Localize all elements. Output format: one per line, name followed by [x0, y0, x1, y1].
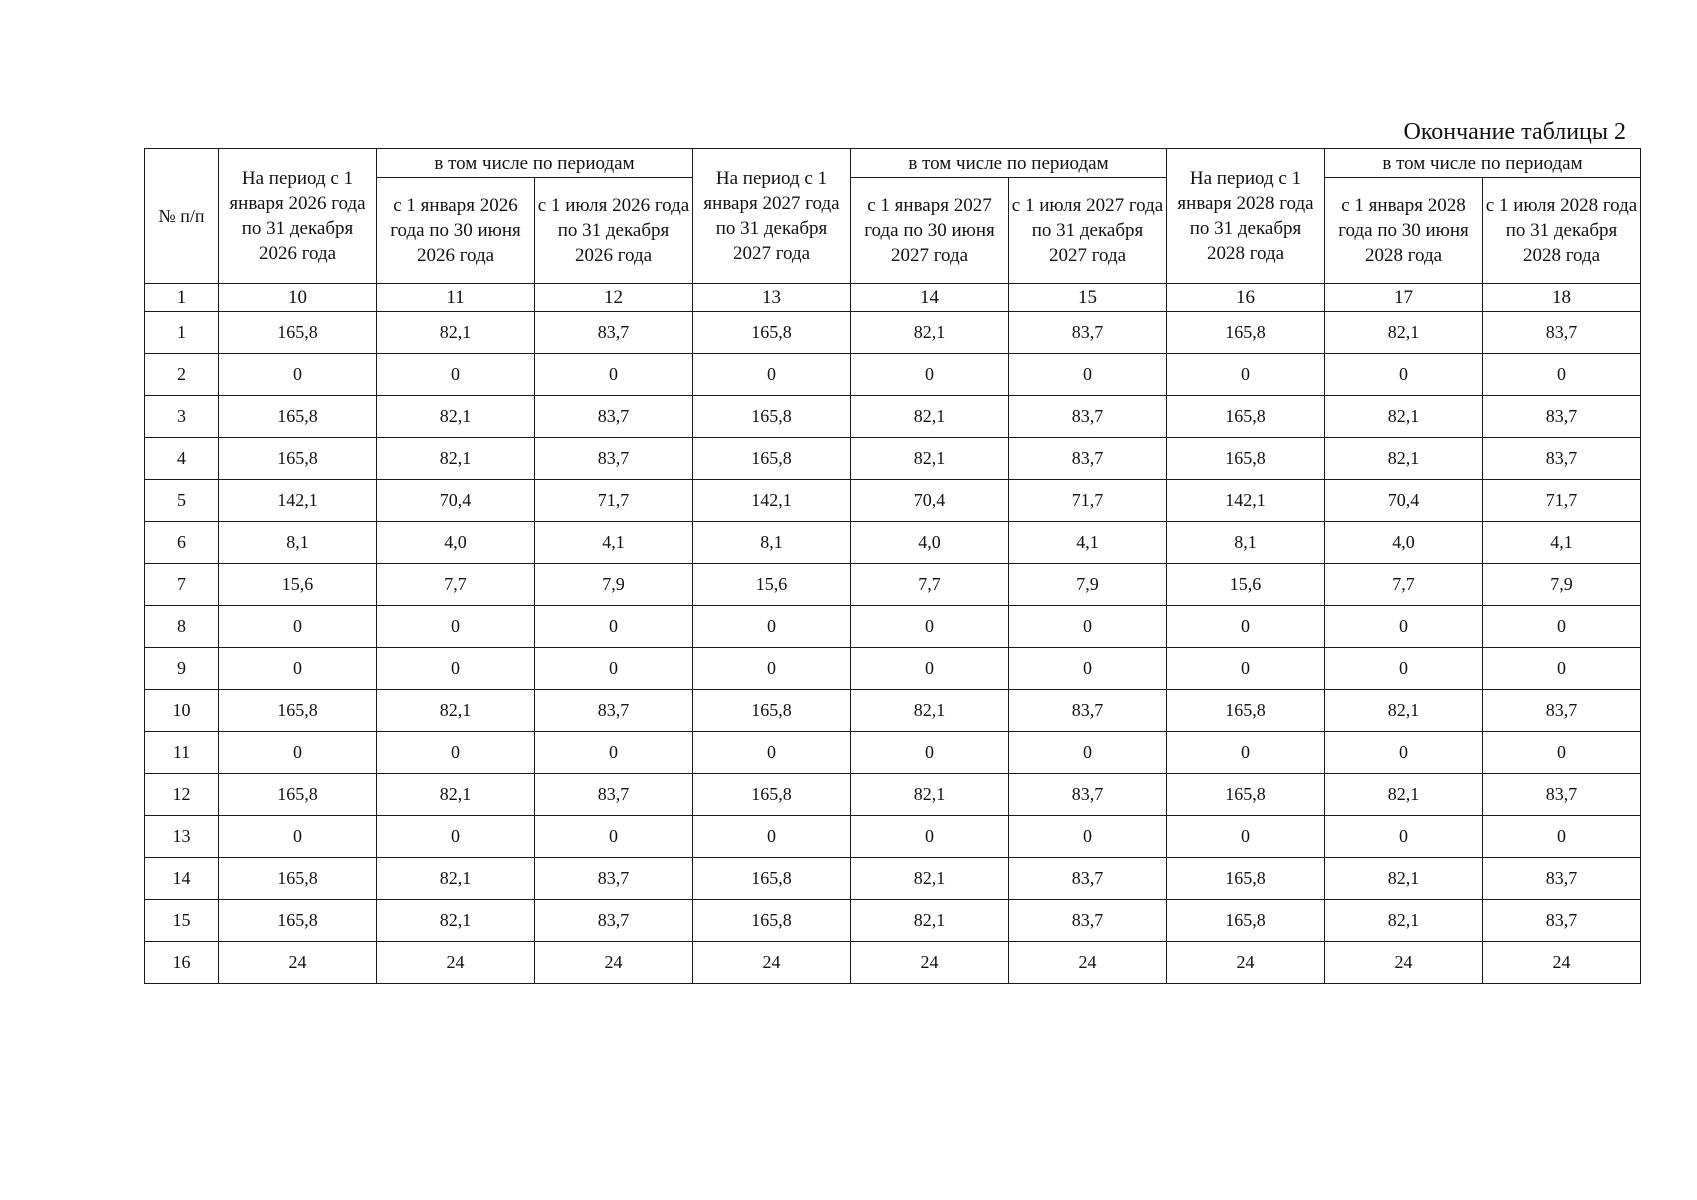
table-cell: 165,8 — [693, 774, 851, 816]
table-cell: 0 — [693, 732, 851, 774]
table-cell: 82,1 — [1325, 396, 1483, 438]
table-cell: 0 — [1167, 732, 1325, 774]
row-number-cell: 6 — [145, 522, 219, 564]
year-header-2028: На период с 1 января 2028 года по 31 декабря 2028 года — [1167, 149, 1325, 284]
table-cell: 82,1 — [851, 774, 1009, 816]
row-number-cell: 15 — [145, 900, 219, 942]
table-cell: 71,7 — [1483, 480, 1641, 522]
table-cell: 7,9 — [1483, 564, 1641, 606]
table-cell: 4,1 — [535, 522, 693, 564]
table-cell: 165,8 — [693, 312, 851, 354]
table-cell: 83,7 — [535, 690, 693, 732]
table-cell: 24 — [851, 942, 1009, 984]
table-cell: 83,7 — [1483, 312, 1641, 354]
table-row — [145, 522, 1641, 564]
table-cell: 0 — [1325, 648, 1483, 690]
table-cell: 0 — [851, 816, 1009, 858]
table-cell: 142,1 — [219, 480, 377, 522]
table-cell: 82,1 — [377, 858, 535, 900]
table-cell: 71,7 — [535, 480, 693, 522]
table-cell: 83,7 — [1009, 900, 1167, 942]
table-cell: 0 — [1483, 354, 1641, 396]
table-cell: 0 — [535, 648, 693, 690]
table-cell: 15,6 — [219, 564, 377, 606]
table-cell: 165,8 — [219, 690, 377, 732]
group-header-2028: в том числе по периодам — [1325, 149, 1641, 178]
table-cell: 82,1 — [1325, 312, 1483, 354]
table-cell: 0 — [1009, 354, 1167, 396]
column-number: 12 — [535, 284, 693, 312]
table-cell: 0 — [219, 648, 377, 690]
table-cell: 7,7 — [1325, 564, 1483, 606]
table-cell: 0 — [377, 606, 535, 648]
table-cell: 82,1 — [377, 312, 535, 354]
table-row — [145, 396, 1641, 438]
table-cell: 83,7 — [1009, 858, 1167, 900]
table-row — [145, 648, 1641, 690]
table-cell: 0 — [1483, 816, 1641, 858]
table-cell: 0 — [1009, 816, 1167, 858]
table-cell: 165,8 — [219, 858, 377, 900]
table-cell: 0 — [1325, 606, 1483, 648]
table-cell: 0 — [1009, 732, 1167, 774]
data-table — [144, 148, 1641, 984]
column-number: 10 — [219, 284, 377, 312]
row-number-cell: 14 — [145, 858, 219, 900]
table-cell: 82,1 — [377, 774, 535, 816]
row-number-cell: 7 — [145, 564, 219, 606]
sub-header-2026-h1: с 1 января 2026 года по 30 июня 2026 года — [377, 178, 535, 284]
table-cell: 0 — [377, 354, 535, 396]
table-cell: 83,7 — [1009, 438, 1167, 480]
table-cell: 0 — [851, 732, 1009, 774]
table-cell: 0 — [535, 816, 693, 858]
table-row — [145, 858, 1641, 900]
table-cell: 0 — [851, 606, 1009, 648]
table-cell: 83,7 — [1009, 396, 1167, 438]
table-cell: 0 — [219, 606, 377, 648]
table-cell: 0 — [1167, 648, 1325, 690]
table-cell: 0 — [693, 816, 851, 858]
table-cell: 82,1 — [851, 690, 1009, 732]
table-cell: 24 — [535, 942, 693, 984]
table-cell: 0 — [693, 648, 851, 690]
table-cell: 0 — [693, 606, 851, 648]
table-cell: 83,7 — [1483, 774, 1641, 816]
rownum-header: № п/п — [145, 149, 219, 284]
table-cell: 82,1 — [377, 396, 535, 438]
row-number-cell: 10 — [145, 690, 219, 732]
table-row — [145, 354, 1641, 396]
table-cell: 0 — [535, 606, 693, 648]
table-cell: 4,0 — [1325, 522, 1483, 564]
table-cell: 165,8 — [219, 396, 377, 438]
table-cell: 165,8 — [219, 438, 377, 480]
table-cell: 82,1 — [851, 900, 1009, 942]
table-cell: 4,1 — [1009, 522, 1167, 564]
table-cell: 82,1 — [1325, 900, 1483, 942]
table-cell: 0 — [1167, 606, 1325, 648]
column-numbers-row — [145, 284, 1641, 312]
table-cell: 83,7 — [535, 900, 693, 942]
table-cell: 24 — [693, 942, 851, 984]
table-cell: 82,1 — [851, 396, 1009, 438]
sub-header-2027-h1: с 1 января 2027 года по 30 июня 2027 года — [851, 178, 1009, 284]
column-number: 11 — [377, 284, 535, 312]
table-cell: 83,7 — [535, 396, 693, 438]
table-cell: 82,1 — [851, 858, 1009, 900]
table-cell: 0 — [535, 732, 693, 774]
table-cell: 70,4 — [851, 480, 1009, 522]
column-number: 18 — [1483, 284, 1641, 312]
row-number-cell: 11 — [145, 732, 219, 774]
table-cell: 83,7 — [1483, 690, 1641, 732]
year-header-2026: На период с 1 января 2026 года по 31 декабря 2026 года — [219, 149, 377, 284]
table-cell: 4,0 — [851, 522, 1009, 564]
table-cell: 83,7 — [535, 438, 693, 480]
table-cell: 4,1 — [1483, 522, 1641, 564]
table-caption: Окончание таблицы 2 — [1403, 119, 1626, 145]
table-cell: 7,7 — [377, 564, 535, 606]
table-cell: 0 — [219, 732, 377, 774]
table-cell: 82,1 — [377, 900, 535, 942]
table-cell: 0 — [1167, 816, 1325, 858]
table-cell: 165,8 — [693, 858, 851, 900]
row-number-cell: 9 — [145, 648, 219, 690]
table-cell: 83,7 — [1483, 900, 1641, 942]
row-number-cell: 4 — [145, 438, 219, 480]
table-cell: 0 — [1167, 354, 1325, 396]
table-cell: 24 — [377, 942, 535, 984]
row-number-cell: 3 — [145, 396, 219, 438]
table-cell: 165,8 — [1167, 900, 1325, 942]
table-cell: 83,7 — [1009, 774, 1167, 816]
column-number: 1 — [145, 284, 219, 312]
table-cell: 8,1 — [1167, 522, 1325, 564]
table-cell: 83,7 — [1483, 858, 1641, 900]
column-number: 17 — [1325, 284, 1483, 312]
table-cell: 0 — [1325, 732, 1483, 774]
table-row — [145, 438, 1641, 480]
table-cell: 0 — [377, 648, 535, 690]
table-cell: 0 — [1483, 606, 1641, 648]
table-cell: 70,4 — [1325, 480, 1483, 522]
sub-header-2027-h2: с 1 июля 2027 года по 31 декабря 2027 года — [1009, 178, 1167, 284]
table-cell: 165,8 — [693, 396, 851, 438]
table-cell: 8,1 — [693, 522, 851, 564]
table-cell: 0 — [1483, 732, 1641, 774]
column-number: 15 — [1009, 284, 1167, 312]
row-number-cell: 2 — [145, 354, 219, 396]
table-cell: 24 — [1483, 942, 1641, 984]
table-cell: 82,1 — [851, 438, 1009, 480]
table-cell: 83,7 — [535, 858, 693, 900]
column-number: 14 — [851, 284, 1009, 312]
table-cell: 15,6 — [693, 564, 851, 606]
group-header-2026: в том числе по периодам — [377, 149, 693, 178]
table-body — [145, 312, 1641, 984]
sub-header-2026-h2: с 1 июля 2026 года по 31 декабря 2026 года — [535, 178, 693, 284]
row-number-cell: 12 — [145, 774, 219, 816]
row-number-cell: 1 — [145, 312, 219, 354]
table-cell: 71,7 — [1009, 480, 1167, 522]
table-cell: 8,1 — [219, 522, 377, 564]
table-cell: 83,7 — [535, 774, 693, 816]
header-row-top — [145, 149, 1641, 178]
table-cell: 83,7 — [1483, 396, 1641, 438]
table-cell: 24 — [1167, 942, 1325, 984]
table-cell: 83,7 — [535, 312, 693, 354]
table-cell: 0 — [377, 732, 535, 774]
table-row — [145, 942, 1641, 984]
table-cell: 82,1 — [1325, 690, 1483, 732]
table-cell: 0 — [535, 354, 693, 396]
table-cell: 165,8 — [1167, 438, 1325, 480]
table-cell: 24 — [219, 942, 377, 984]
table-cell: 0 — [1325, 354, 1483, 396]
table-cell: 0 — [851, 354, 1009, 396]
table-cell: 165,8 — [1167, 774, 1325, 816]
table-cell: 165,8 — [693, 900, 851, 942]
table-cell: 15,6 — [1167, 564, 1325, 606]
table-cell: 82,1 — [377, 438, 535, 480]
table-row — [145, 774, 1641, 816]
row-number-cell: 13 — [145, 816, 219, 858]
column-number: 16 — [1167, 284, 1325, 312]
year-header-2027: На период с 1 января 2027 года по 31 декабря 2027 года — [693, 149, 851, 284]
table-row — [145, 732, 1641, 774]
table-cell: 0 — [219, 354, 377, 396]
group-header-2027: в том числе по периодам — [851, 149, 1167, 178]
table-row — [145, 816, 1641, 858]
table-cell: 82,1 — [377, 690, 535, 732]
table-cell: 165,8 — [219, 900, 377, 942]
table-cell: 165,8 — [219, 312, 377, 354]
table-row — [145, 690, 1641, 732]
table-cell: 24 — [1009, 942, 1167, 984]
table-cell: 0 — [377, 816, 535, 858]
table-cell: 142,1 — [693, 480, 851, 522]
table-cell: 83,7 — [1483, 438, 1641, 480]
column-number: 13 — [693, 284, 851, 312]
table-cell: 70,4 — [377, 480, 535, 522]
table-cell: 165,8 — [1167, 690, 1325, 732]
table-cell: 0 — [851, 648, 1009, 690]
table-cell: 0 — [1483, 648, 1641, 690]
table-cell: 7,9 — [535, 564, 693, 606]
table-cell: 165,8 — [1167, 312, 1325, 354]
table-cell: 83,7 — [1009, 312, 1167, 354]
table-cell: 24 — [1325, 942, 1483, 984]
table-cell: 4,0 — [377, 522, 535, 564]
table-cell: 7,7 — [851, 564, 1009, 606]
table-row — [145, 564, 1641, 606]
table-cell: 0 — [693, 354, 851, 396]
table-cell: 7,9 — [1009, 564, 1167, 606]
table-row — [145, 480, 1641, 522]
table-cell: 165,8 — [693, 690, 851, 732]
table-cell: 82,1 — [1325, 858, 1483, 900]
row-number-cell: 5 — [145, 480, 219, 522]
table-cell: 0 — [1325, 816, 1483, 858]
table-row — [145, 900, 1641, 942]
table-cell: 165,8 — [219, 774, 377, 816]
table-cell: 0 — [1009, 606, 1167, 648]
table-cell: 0 — [1009, 648, 1167, 690]
table-cell: 82,1 — [1325, 438, 1483, 480]
table-row — [145, 606, 1641, 648]
table-row — [145, 312, 1641, 354]
sub-header-2028-h2: с 1 июля 2028 года по 31 декабря 2028 года — [1483, 178, 1641, 284]
table-cell: 165,8 — [1167, 396, 1325, 438]
row-number-cell: 16 — [145, 942, 219, 984]
table-cell: 165,8 — [1167, 858, 1325, 900]
sub-header-2028-h1: с 1 января 2028 года по 30 июня 2028 года — [1325, 178, 1483, 284]
table-cell: 82,1 — [851, 312, 1009, 354]
table-cell: 83,7 — [1009, 690, 1167, 732]
row-number-cell: 8 — [145, 606, 219, 648]
table-cell: 142,1 — [1167, 480, 1325, 522]
table-cell: 82,1 — [1325, 774, 1483, 816]
table-cell: 165,8 — [693, 438, 851, 480]
table-cell: 0 — [219, 816, 377, 858]
